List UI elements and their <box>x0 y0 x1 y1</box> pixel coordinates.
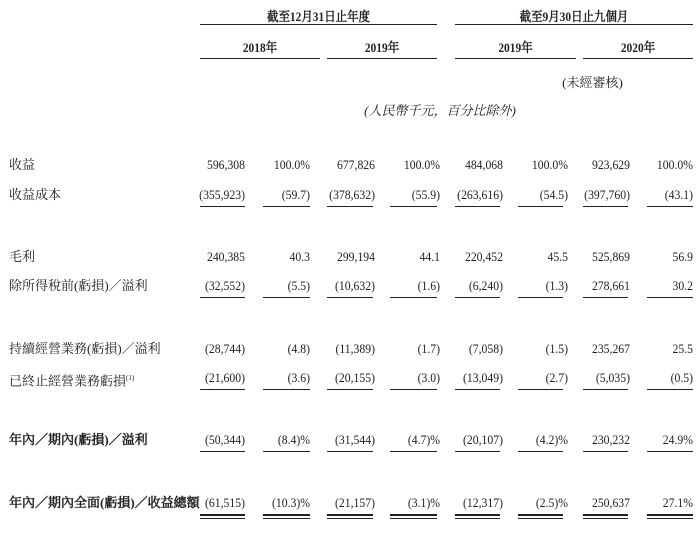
cell-2019-pct: 44.1 <box>419 249 440 264</box>
cell-2020-9m-pct: 24.9% <box>662 432 693 447</box>
cell-2020-9m-pct: 27.1% <box>662 495 693 510</box>
row-label-text: 收益成本 <box>9 187 62 202</box>
cell-2020-9m-pct: 25.5 <box>672 341 693 356</box>
total-double-rule <box>647 514 693 519</box>
subtotal-rule <box>327 206 373 207</box>
row-label <box>9 187 61 203</box>
cell-2019-pct: 100.0% <box>403 157 440 172</box>
subtotal-rule <box>518 451 563 452</box>
cell-2019-9m-pct: (1.3) <box>545 278 568 293</box>
cell-2019-9m-pct: 100.0% <box>531 157 568 172</box>
row-label <box>9 341 161 357</box>
cell-2019-amount: (31,544) <box>335 432 375 447</box>
subtotal-rule <box>327 297 373 298</box>
cell-2019-9m-pct: (1.5) <box>545 341 568 356</box>
cell-2019-amount: 299,194 <box>336 249 375 264</box>
cell-2019-pct: (4.7)% <box>407 432 440 447</box>
cell-2018-pct: (5.5) <box>287 278 310 293</box>
row-label-text: 收益 <box>9 157 36 172</box>
cell-2019-9m-amount: (12,317) <box>463 495 503 510</box>
subtotal-rule <box>263 389 310 390</box>
subtotal-rule <box>390 389 437 390</box>
cell-2018-amount: (21,600) <box>205 370 245 385</box>
subtotal-rule <box>390 451 437 452</box>
currency-note: (人民幣千元，百分比除外) <box>364 103 516 118</box>
cell-2019-pct: (1.7) <box>417 341 440 356</box>
subtotal-rule <box>390 206 437 207</box>
row-label <box>9 249 35 265</box>
cell-2018-pct: (59.7) <box>281 187 310 202</box>
cell-2018-amount: (355,923) <box>199 187 245 202</box>
cell-2020-9m-pct: (43.1) <box>664 187 693 202</box>
row-label-text: 除所得稅前(虧損)／溢利 <box>9 278 148 293</box>
footnote-marker: (1) <box>126 374 135 382</box>
subtotal-rule <box>583 206 628 207</box>
cell-2018-amount: 596,308 <box>206 157 245 172</box>
subtotal-rule <box>200 297 245 298</box>
subtotal-rule <box>455 297 500 298</box>
cell-2019-pct: (1.6) <box>417 278 440 293</box>
cell-2019-amount: 677,826 <box>336 157 375 172</box>
cell-2018-pct: (3.6) <box>287 370 310 385</box>
cell-2019-amount: (21,157) <box>335 495 375 510</box>
subtotal-rule <box>583 389 628 390</box>
cell-2020-9m-amount: (5,035) <box>595 370 630 385</box>
subtotal-rule <box>647 389 693 390</box>
total-double-rule <box>263 514 310 519</box>
cell-2019-9m-pct: (54.5) <box>539 187 568 202</box>
column-header-2019-annual: 2019年 <box>364 40 400 55</box>
row-label-text: 毛利 <box>9 249 36 264</box>
cell-2019-9m-pct: (4.2)% <box>535 432 568 447</box>
cell-2018-amount: (28,744) <box>205 341 245 356</box>
row-label-text: 持續經營業務(虧損)／溢利 <box>9 341 161 356</box>
cell-2019-amount: (20,155) <box>335 370 375 385</box>
cell-2018-pct: (10.3)% <box>271 495 310 510</box>
subtotal-rule <box>390 297 437 298</box>
total-double-rule <box>327 514 373 519</box>
subtotal-rule <box>647 297 693 298</box>
subtotal-rule <box>583 451 628 452</box>
cell-2020-9m-amount: 250,637 <box>591 495 630 510</box>
total-double-rule <box>200 514 245 519</box>
subtotal-rule <box>647 451 693 452</box>
cell-2018-pct: 100.0% <box>273 157 310 172</box>
cell-2019-9m-amount: 220,452 <box>464 249 503 264</box>
cell-2019-9m-pct: (2.5)% <box>535 495 568 510</box>
subtotal-rule <box>263 297 310 298</box>
subtotal-rule <box>200 451 245 452</box>
total-double-rule <box>455 514 500 519</box>
cell-2020-9m-pct: 100.0% <box>656 157 693 172</box>
cell-2019-9m-amount: (20,107) <box>463 432 503 447</box>
subtotal-rule <box>455 389 500 390</box>
row-label <box>9 432 148 448</box>
subtotal-rule <box>518 206 563 207</box>
cell-2019-9m-pct: 45.5 <box>547 249 568 264</box>
column-header-2020-rule <box>583 58 693 59</box>
row-label-text: 年內／期內(虧損)／溢利 <box>9 432 148 447</box>
cell-2019-9m-amount: (6,240) <box>468 278 503 293</box>
cell-2020-9m-amount: 230,232 <box>591 432 630 447</box>
column-header-2019-nine-months-rule <box>455 58 576 59</box>
cell-2020-9m-pct: 56.9 <box>672 249 693 264</box>
subtotal-rule <box>200 389 245 390</box>
cell-2020-9m-pct: (0.5) <box>670 370 693 385</box>
column-header-2019-nine-months: 2019年 <box>498 40 533 55</box>
cell-2018-pct: 40.3 <box>289 249 310 264</box>
row-label <box>9 157 35 173</box>
unaudited-note: (未經審核) <box>562 75 623 90</box>
row-label <box>9 370 134 389</box>
cell-2020-9m-amount: 525,869 <box>591 249 630 264</box>
cell-2018-amount: (32,552) <box>205 278 245 293</box>
cell-2020-9m-pct: 30.2 <box>672 278 693 293</box>
subtotal-rule <box>327 451 373 452</box>
cell-2019-pct: (3.0) <box>417 370 440 385</box>
cell-2019-9m-amount: 484,068 <box>464 157 503 172</box>
cell-2018-pct: (8.4)% <box>277 432 310 447</box>
header-group-nine-months-rule <box>455 24 693 25</box>
cell-2019-9m-amount: (13,049) <box>463 370 503 385</box>
subtotal-rule <box>455 206 500 207</box>
cell-2020-9m-amount: 278,661 <box>591 278 630 293</box>
row-label <box>9 278 148 294</box>
total-double-rule <box>518 514 563 519</box>
cell-2019-9m-pct: (2.7) <box>545 370 568 385</box>
cell-2018-amount: 240,385 <box>206 249 245 264</box>
subtotal-rule <box>263 206 310 207</box>
cell-2018-amount: (61,515) <box>205 495 245 510</box>
row-label-text: 年內／期內全面(虧損)／收益總額 <box>9 495 200 510</box>
total-double-rule <box>583 514 628 519</box>
row-label <box>9 495 200 511</box>
column-header-2018-rule <box>200 58 320 59</box>
subtotal-rule <box>518 297 563 298</box>
cell-2019-pct: (55.9) <box>411 187 440 202</box>
subtotal-rule <box>518 389 563 390</box>
cell-2019-9m-amount: (263,616) <box>457 187 503 202</box>
cell-2018-amount: (50,344) <box>205 432 245 447</box>
cell-2019-pct: (3.1)% <box>407 495 440 510</box>
column-header-2019-annual-rule <box>327 58 437 59</box>
cell-2019-amount: (378,632) <box>329 187 375 202</box>
subtotal-rule <box>327 389 373 390</box>
cell-2020-9m-amount: (397,760) <box>584 187 630 202</box>
subtotal-rule <box>263 451 310 452</box>
subtotal-rule <box>583 297 628 298</box>
total-double-rule <box>390 514 437 519</box>
row-label-text: 已終止經營業務虧損 <box>9 373 127 389</box>
header-group-annual: 截至12月31日止年度 <box>267 9 370 24</box>
cell-2018-pct: (4.8) <box>287 341 310 356</box>
subtotal-rule <box>200 206 245 207</box>
column-header-2020: 2020年 <box>620 40 656 55</box>
header-group-nine-months: 截至9月30日止九個月 <box>519 9 629 24</box>
cell-2019-9m-amount: (7,058) <box>468 341 503 356</box>
subtotal-rule <box>455 451 500 452</box>
header-group-annual-rule <box>200 24 437 25</box>
cell-2019-amount: (11,389) <box>335 341 375 356</box>
cell-2019-amount: (10,632) <box>335 278 375 293</box>
column-header-2018: 2018年 <box>242 40 278 55</box>
subtotal-rule <box>647 206 693 207</box>
cell-2020-9m-amount: 923,629 <box>591 157 630 172</box>
cell-2020-9m-amount: 235,267 <box>591 341 630 356</box>
